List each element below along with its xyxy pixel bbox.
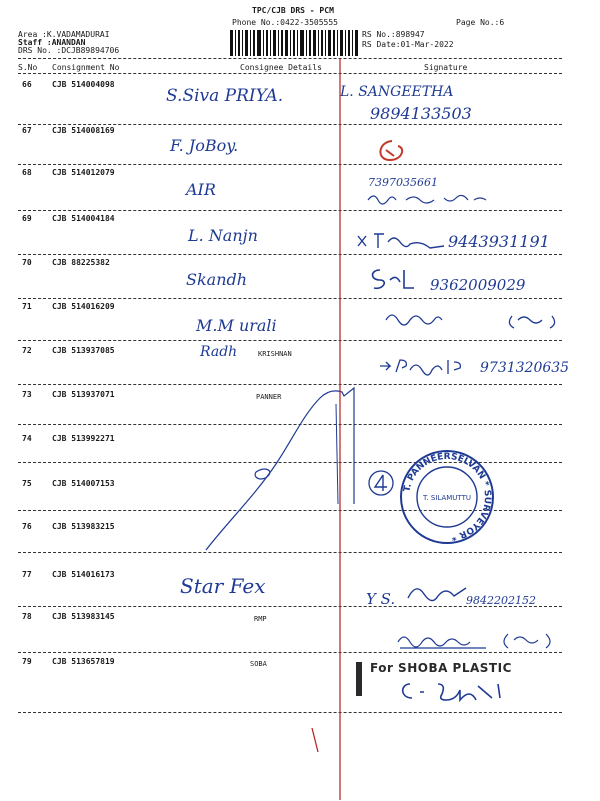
row-handwritten-name: Star Fex [180,574,266,598]
row-sno: 67 [22,126,32,135]
row-sno: 75 [22,479,32,488]
area-label: Area :K.VADAMADURAI [18,30,110,39]
sheet-title: TPC/CJB DRS - PCM [252,6,334,15]
row-signature-phone: 9731320635 [480,360,570,376]
row-consignee: SOBA [250,660,267,668]
shoba-plastic-stamp: For SHOBA PLASTIC [370,661,512,675]
row-handwritten-name: S.Siva PRIYA. [166,86,284,106]
rs-date: RS Date:01-Mar-2022 [362,40,454,49]
row-consignment: CJB 514008169 [52,126,115,135]
row-consignment: CJB 513937085 [52,346,115,355]
row-consignment: CJB 514007153 [52,479,115,488]
row-sno: 79 [22,657,32,666]
row-sno: 69 [22,214,32,223]
row-sno: 68 [22,168,32,177]
col-header-signature: Signature [424,63,468,72]
row-signature: 7397035661 [368,176,438,189]
page-number: Page No.:6 [456,18,505,27]
row-consignment: CJB 88225382 [52,258,110,267]
row-consignment: CJB 513657819 [52,657,115,666]
row-sno: 71 [22,302,32,311]
row-handwritten-name: L. Nanjn [188,226,258,245]
row-sno: 74 [22,434,32,443]
svg-text:T. SILAMUTTU: T. SILAMUTTU [423,494,471,502]
row-handwritten-name: M.M urali [196,316,277,335]
row-sno: 76 [22,522,32,531]
row-signature-phone: 9894133503 [370,104,472,123]
row-consignment: CJB 513983215 [52,522,115,531]
row-signature: L. SANGEETHA [340,84,454,100]
row-sno: 70 [22,258,32,267]
row-handwritten-name: Skandh [186,270,248,289]
staff-label: Staff :ANANDAN [18,38,86,47]
phone-number: Phone No.:0422-3505555 [232,18,338,27]
row-consignee: RMP [254,615,267,623]
row-sno: 77 [22,570,32,579]
row-sno: 78 [22,612,32,621]
row-consignment: CJB 514004184 [52,214,115,223]
row-handwritten-name: AIR [186,180,216,199]
row-sno: 73 [22,390,32,399]
row-signature-phone: 9362009029 [430,276,526,294]
row-consignee: KRISHNAN [258,350,292,358]
row-consignment: CJB 513992271 [52,434,115,443]
row-consignee: PANNER [256,393,282,401]
row-consignment: CJB 514016209 [52,302,115,311]
drs-number: DRS No. :DCJB89894706 [18,46,120,55]
row-signature: Y S. [366,590,396,608]
row-sno: 66 [22,80,32,89]
row-consignment: CJB 513983145 [52,612,115,621]
col-header-sno: S.No [18,63,38,72]
row-handwritten-name: F. JoBoy. [170,136,239,155]
svg-text:T. PANNEERSELVAN * SURVEYOR *: T. PANNEERSELVAN * SURVEYOR * [402,451,493,542]
row-consignment: CJB 514012079 [52,168,115,177]
row-signature-phone: 9842202152 [466,594,536,607]
col-header-consignment: Consignment No [52,63,120,72]
row-consignment: CJB 514016173 [52,570,115,579]
row-consignment: CJB 514004098 [52,80,115,89]
row-signature-phone: 9443931191 [448,232,550,251]
rs-number: RS No.:898947 [362,30,425,39]
row-sno: 72 [22,346,32,355]
row-consignment: CJB 513937071 [52,390,115,399]
row-handwritten-name: Radh [200,344,238,360]
col-header-consignee: Consignee Details [240,63,322,72]
